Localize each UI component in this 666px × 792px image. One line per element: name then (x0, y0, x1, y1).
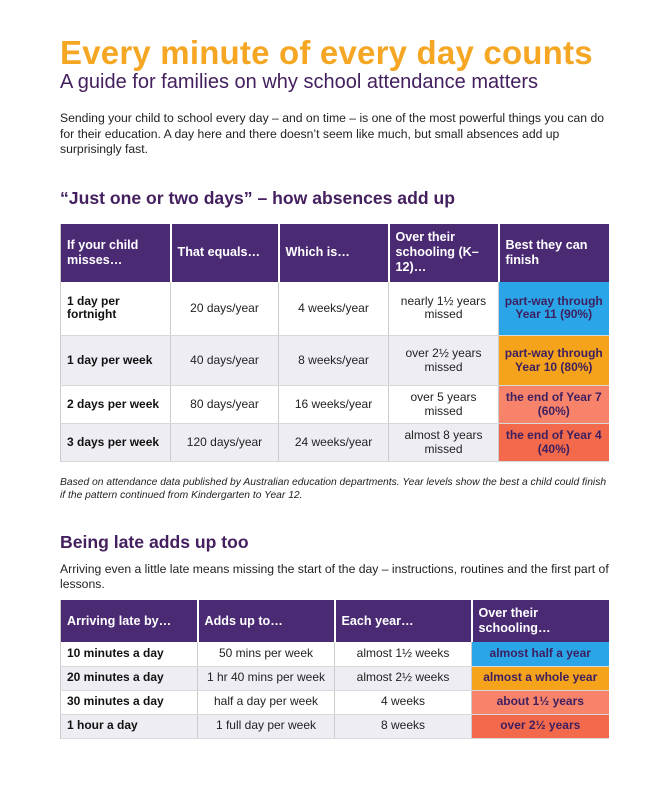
best-finish-cell: part-way through Year 10 (80%) (499, 336, 609, 386)
late-by-cell: 30 minutes a day (61, 690, 198, 714)
each-year-cell: 4 weeks (335, 690, 472, 714)
schooling-total-cell: about 1½ years (472, 690, 609, 714)
each-year-cell: almost 1½ weeks (335, 642, 472, 666)
late-heading: Being late adds up too (60, 532, 249, 552)
best-finish-cell: the end of Year 7 (60%) (499, 386, 609, 424)
late-description: Arriving even a little late means missing the start of the day – instructions, routines and the first part of lessons. (60, 562, 609, 591)
late-by-cell: 1 hour a day (61, 714, 198, 738)
page-title: Every minute of every day counts (60, 34, 593, 71)
which-cell: 8 weeks/year (279, 336, 389, 386)
lateness-table (60, 600, 609, 739)
column-header: Best they can finish (499, 224, 609, 282)
table-row (61, 386, 609, 424)
schooling-total-cell: almost a whole year (472, 666, 609, 690)
column-header: Arriving late by… (61, 600, 198, 642)
column-header: Which is… (279, 224, 389, 282)
schooling-cell: over 5 years missed (389, 386, 499, 424)
page-subtitle: A guide for families on why school attendance matters (60, 71, 539, 93)
each-year-cell: 8 weeks (335, 714, 472, 738)
misses-cell: 3 days per week (61, 424, 171, 462)
schooling-total-cell: almost half a year (472, 642, 609, 666)
table-header-row (61, 224, 609, 282)
table-row (61, 336, 609, 386)
schooling-cell: nearly 1½ years missed (389, 282, 499, 336)
equals-cell: 80 days/year (171, 386, 279, 424)
which-cell: 16 weeks/year (279, 386, 389, 424)
which-cell: 4 weeks/year (279, 282, 389, 336)
schooling-cell: almost 8 years missed (389, 424, 499, 462)
table-row (61, 424, 609, 462)
absences-heading: “Just one or two days” – how absences add up (60, 187, 455, 208)
each-year-cell: almost 2½ weeks (335, 666, 472, 690)
column-header: Adds up to… (198, 600, 335, 642)
best-finish-cell: part-way through Year 11 (90%) (499, 282, 609, 336)
late-by-cell: 20 minutes a day (61, 666, 198, 690)
table-row (61, 714, 609, 738)
column-header: Each year… (335, 600, 472, 642)
equals-cell: 20 days/year (171, 282, 279, 336)
adds-up-cell: 1 full day per week (198, 714, 335, 738)
misses-cell: 2 days per week (61, 386, 171, 424)
column-header: That equals… (171, 224, 279, 282)
equals-cell: 40 days/year (171, 336, 279, 386)
schooling-total-cell: over 2½ years (472, 714, 609, 738)
adds-up-cell: 50 mins per week (198, 642, 335, 666)
column-header: Over their schooling (K–12)… (389, 224, 499, 282)
intro-paragraph: Sending your child to school every day – and on time – is one of the most powerful things you can do for their education. A day here and there doesn’t seem like much, but small absences add up surprisingly fast. (60, 111, 605, 156)
misses-cell: 1 day per fortnight (61, 282, 171, 336)
misses-cell: 1 day per week (61, 336, 171, 386)
document-page (60, 36, 612, 739)
table-row (61, 642, 609, 666)
table-row (61, 666, 609, 690)
absences-table (60, 224, 609, 463)
late-by-cell: 10 minutes a day (61, 642, 198, 666)
table-row (61, 282, 609, 336)
column-header: Over their schooling… (472, 600, 609, 642)
equals-cell: 120 days/year (171, 424, 279, 462)
column-header: If your child misses… (61, 224, 171, 282)
adds-up-cell: half a day per week (198, 690, 335, 714)
adds-up-cell: 1 hr 40 mins per week (198, 666, 335, 690)
schooling-cell: over 2½ years missed (389, 336, 499, 386)
best-finish-cell: the end of Year 4 (40%) (499, 424, 609, 462)
table-header-row (61, 600, 609, 642)
table-row (61, 690, 609, 714)
which-cell: 24 weeks/year (279, 424, 389, 462)
source-note: Based on attendance data published by Australian education departments. Year levels show the best a child could finish if the pattern continued from Kindergarten to Year 12. (60, 477, 607, 501)
